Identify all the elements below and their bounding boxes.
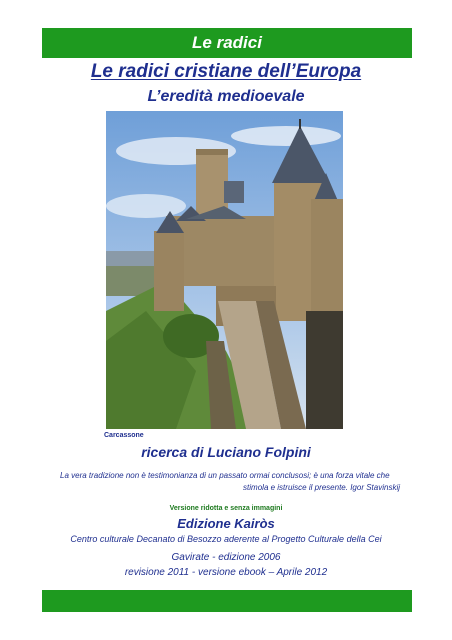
castle-photo bbox=[106, 111, 343, 429]
photo-caption: Carcassone bbox=[104, 432, 144, 439]
footer-band bbox=[42, 590, 412, 612]
band-title: Le radici bbox=[192, 33, 262, 52]
document-title: Le radici cristiane dell’Europa bbox=[90, 61, 362, 82]
edition-name: Edizione Kairòs bbox=[177, 516, 275, 531]
epigraph-quote bbox=[60, 470, 400, 494]
header-band bbox=[42, 28, 412, 58]
version-note: Versione ridotta e senza immagini bbox=[169, 505, 283, 512]
document-subtitle: L’eredità medioevale bbox=[147, 88, 305, 105]
revision-line: revisione 2011 - versione ebook – Aprile 2012 bbox=[124, 567, 328, 578]
quote-line-1: La vera tradizione non è testimonianza di un passato ormai conclusosi; è una forza vitale che bbox=[60, 471, 390, 480]
place-date: Gavirate - edizione 2006 bbox=[171, 552, 281, 563]
author-line: ricerca di Luciano Folpini bbox=[141, 444, 311, 460]
quote-line-2: stimola e istruisce il presente. Igor Stavinskij bbox=[243, 483, 400, 492]
cultural-center: Centro culturale Decanato di Besozzo aderente al Progetto Culturale della Cei bbox=[70, 534, 382, 544]
castle-illustration bbox=[106, 111, 343, 429]
